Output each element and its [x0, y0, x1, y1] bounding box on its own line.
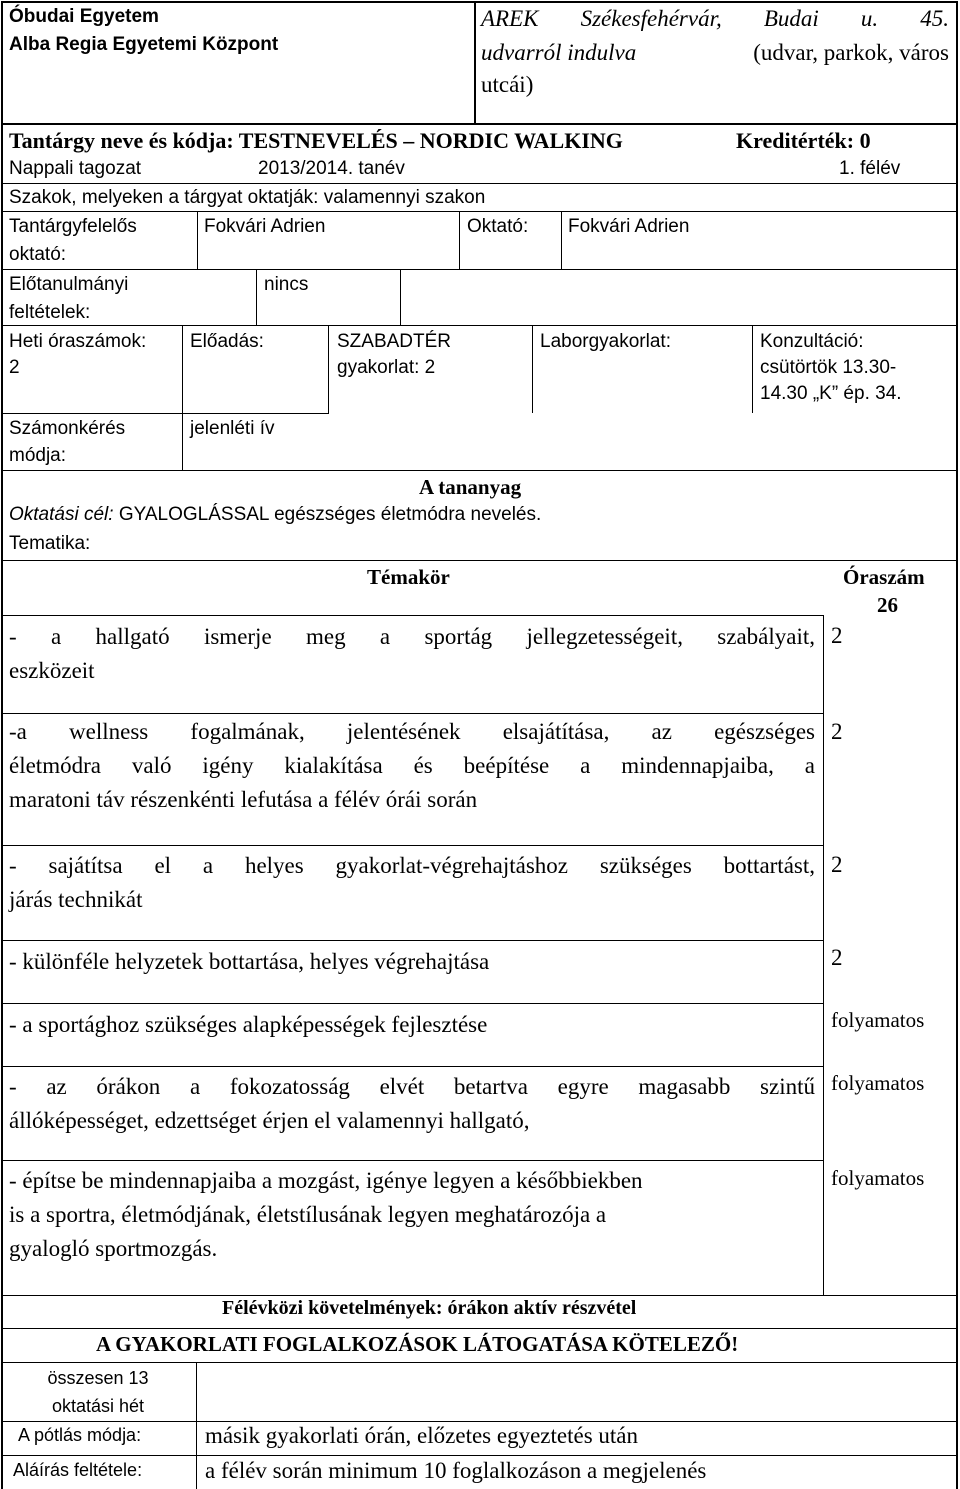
divider	[182, 325, 183, 470]
header-left-border	[1, 1, 3, 124]
topic-text-line: gyalogló sportmozgás.	[9, 1236, 218, 1261]
total-hours: 26	[877, 593, 898, 617]
divider	[1, 470, 956, 471]
location-line-1: AREK Székesfehérvár, Budai u. 45.	[481, 6, 949, 31]
divider	[182, 413, 329, 414]
divider	[1, 1160, 824, 1161]
table-column-divider	[823, 615, 824, 1295]
university-name: Óbudai Egyetem	[9, 6, 159, 27]
topic-row	[9, 715, 815, 817]
makeup-label: A pótlás módja:	[18, 1425, 142, 1445]
topic-hours: 2	[831, 623, 843, 648]
location-line-2-italic: udvarról indulva	[481, 40, 637, 65]
topic-hours: folyamatos	[831, 1166, 925, 1190]
header-divider	[474, 1, 476, 124]
prereq-label: Előtanulmányi	[9, 274, 129, 295]
topic-hours: 2	[831, 719, 843, 744]
responsible-label-2: oktató:	[9, 244, 67, 265]
divider	[196, 1362, 197, 1489]
goal-text: GYALOGLÁSSAL egészséges életmódra nevelés.	[118, 504, 542, 525]
topic-text-line: -a wellness fogalmának, jelentésének elsajátítása, az egészséges	[9, 719, 815, 744]
exam-value: jelenléti ív	[190, 418, 275, 439]
divider	[1, 1455, 956, 1456]
page-right-border	[956, 123, 958, 1489]
topic-text-line: - építse be mindennapjaiba a mozgást, igénye legyen a későbbiekben	[9, 1168, 643, 1193]
instructor-label: Oktató:	[467, 216, 529, 237]
weeks-cell	[12, 1364, 184, 1420]
topic-hours: folyamatos	[831, 1008, 925, 1032]
topic-hours: folyamatos	[831, 1071, 925, 1095]
topic-hours: 2	[831, 852, 843, 877]
practice-hours: gyakorlat: 2	[337, 357, 436, 378]
divider	[1, 1328, 956, 1329]
hours-value: 2	[9, 357, 20, 378]
topic-text-line: - az órákon a fokozatosság elvét betartva egyre magasabb szintű	[9, 1074, 815, 1099]
topic-text-line: - a sportághoz szükséges alapképességek fejlesztése	[9, 1012, 488, 1037]
divider	[1, 1066, 824, 1067]
signature-label: Aláírás feltétele:	[13, 1460, 143, 1480]
goal	[9, 504, 541, 526]
academic-year: 2013/2014. tanév	[258, 158, 405, 179]
divider	[752, 325, 753, 413]
semester: 1. félév	[839, 158, 901, 179]
topic-hours: 2	[831, 945, 843, 970]
instructor-name: Fokvári Adrien	[568, 216, 690, 237]
topic-row	[9, 1164, 815, 1266]
topic-text-line: - sajátítsa el a helyes gyakorlat-végrehajtáshoz szükséges bottartást,	[9, 853, 815, 878]
consultation-time: csütörtök 13.30-	[760, 357, 897, 378]
header-right-border	[956, 1, 958, 124]
divider	[1, 211, 956, 212]
divider	[1, 1003, 824, 1004]
material-heading: A tananyag	[419, 475, 522, 499]
divider	[328, 325, 329, 413]
topics-label: Tematika:	[9, 533, 91, 554]
consultation-label: Konzultáció:	[760, 331, 864, 352]
responsible-label: Tantárgyfelelős	[9, 216, 137, 237]
weeks-label: oktatási hét	[51, 1396, 145, 1416]
divider	[197, 211, 198, 269]
midterm-requirements: Félévközi követelmények: órákon aktív részvétel	[222, 1297, 637, 1319]
credit-value: Kreditérték: 0	[736, 128, 871, 153]
course-name: Tantárgy neve és kódja: TESTNEVELÉS – NORDIC WALKING	[9, 128, 623, 153]
topic-row	[9, 620, 815, 688]
practice-label: SZABADTÉR	[337, 331, 452, 352]
lab-label: Laborgyakorlat:	[540, 331, 671, 352]
divider	[561, 211, 562, 269]
divider	[459, 211, 460, 269]
signature-value: a félév során minimum 10 foglalkozáson a megjelenés	[205, 1458, 707, 1483]
divider	[1, 1421, 956, 1422]
location-line-3: utcái)	[481, 72, 534, 97]
topic-text-line: - a hallgató ismerje meg a sportág jellegzetességeit, szabályait,	[9, 624, 815, 649]
majors: Szakok, melyeken a tárgyat oktatják: valamennyi szakon	[9, 187, 486, 208]
prereq-label-2: feltételek:	[9, 302, 91, 323]
topic-text-line: - különféle helyzetek bottartása, helyes végrehajtása	[9, 949, 490, 974]
divider	[1, 615, 824, 616]
table-bottom-border	[1, 1295, 956, 1296]
divider	[1, 325, 956, 326]
location-line-2	[481, 36, 949, 70]
divider	[532, 325, 533, 413]
header-bottom-border	[1, 123, 956, 125]
weeks-count: összesen 13	[47, 1368, 149, 1388]
divider	[1, 713, 824, 714]
center-name: Alba Regia Egyetemi Központ	[9, 34, 279, 55]
column-header-hours: Óraszám	[843, 565, 925, 589]
lecture-label: Előadás:	[190, 331, 264, 352]
goal-label: Oktatási cél:	[9, 504, 114, 525]
attendance-mandatory: A GYAKORLATI FOGLALKOZÁSOK LÁTOGATÁSA KÖTELEZŐ!	[96, 1332, 739, 1356]
divider	[1, 269, 956, 270]
topic-text-line: életmódra való igény kialakítása és beépítése a mindennapjaiba, a	[9, 753, 815, 778]
exam-label-2: módja:	[9, 445, 67, 466]
topic-text-line: járás technikát	[9, 887, 143, 912]
topic-row	[9, 1070, 815, 1138]
column-header-topic: Témakör	[367, 565, 450, 589]
location-line-2-rest: (udvar, parkok, város	[753, 40, 949, 65]
topic-text-line: eszközeit	[9, 658, 95, 683]
topic-text-line: állóképességet, edzettséget érjen el valamennyi hallgató,	[9, 1108, 530, 1133]
makeup-value: másik gyakorlati órán, előzetes egyeztetés után	[205, 1423, 638, 1448]
topic-text-line: maratoni táv részenkénti lefutása a félév órái során	[9, 787, 478, 812]
consultation-place: 14.30 „K” ép. 34.	[760, 383, 902, 404]
topic-text-line: is a sportra, életmódjának, életstílusának legyen meghatározója a	[9, 1202, 607, 1227]
page-left-border	[1, 123, 3, 1489]
prereq-value: nincs	[264, 274, 309, 295]
divider	[1, 413, 183, 414]
divider	[256, 269, 257, 325]
study-mode: Nappali tagozat	[9, 158, 142, 179]
table-top-border	[1, 560, 956, 561]
divider	[1, 1362, 956, 1363]
hours-label: Heti óraszámok:	[9, 331, 147, 352]
responsible-name: Fokvári Adrien	[204, 216, 326, 237]
topic-row	[9, 849, 815, 917]
divider	[1, 845, 824, 846]
divider	[1, 183, 956, 184]
divider	[1, 940, 824, 941]
divider	[400, 269, 401, 325]
exam-label: Számonkérés	[9, 418, 126, 439]
